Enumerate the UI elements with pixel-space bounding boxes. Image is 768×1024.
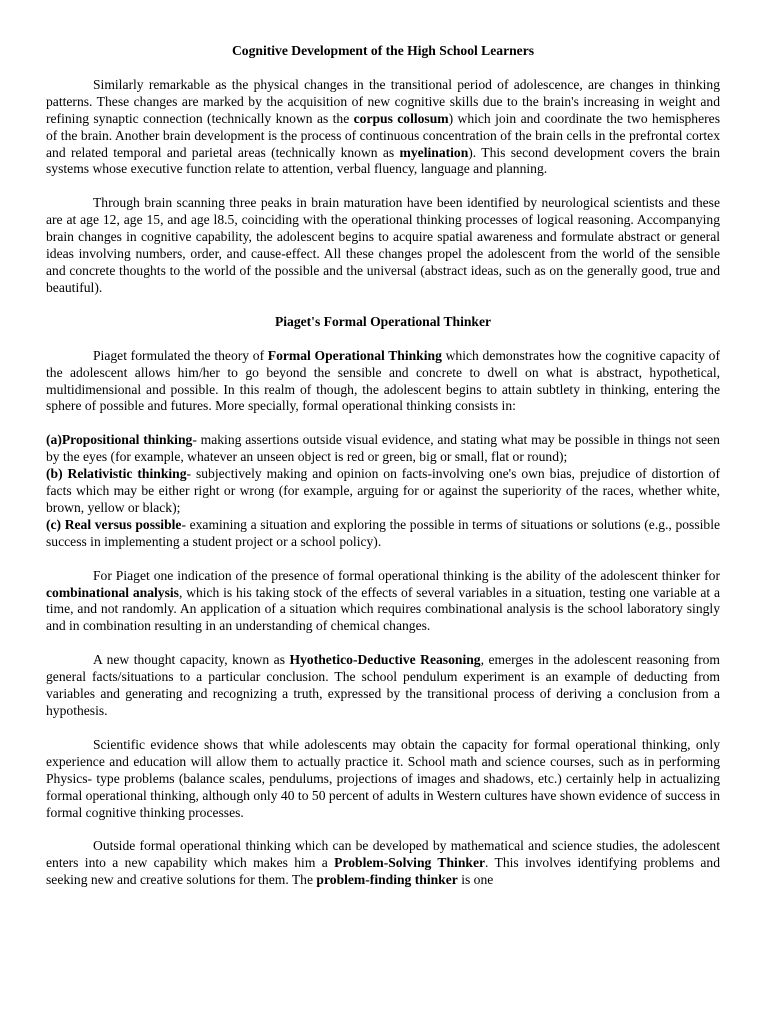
list-item-label: (b) Relativistic thinking [46,466,187,482]
bold-term: myelination [399,144,469,160]
bold-term: combinational analysis [46,584,179,600]
list-item-text: - making assertions outside visual evidence, and stating what may be possible in things not seen by the eyes (for example, whatever an unseen object is red or green, big or small, flat or round); [46,432,720,465]
list-item [46,466,720,517]
paragraph-piaget-theory [46,348,720,416]
document-page [46,43,721,888]
bold-term: Formal Operational Thinking [267,347,442,363]
text-run: , which is his taking stock of the effects of several variables in a situation, testing one variable at a time, and not randomly. An application of a situation which requires combinational analysis is the school laboratory singly and in combination resulting in an understanding of chemical changes. [46,584,720,634]
text-run: is one [457,872,494,888]
list-item [46,517,720,551]
document-title: Cognitive Development of the High School Learners [231,43,535,58]
section-heading: Piaget's Formal Operational Thinker [274,313,492,329]
list-item-text: - examining a situation and exploring the possible in terms of situations or solutions (e.g., possible success in implementing a student project or a school policy). [46,516,721,549]
text-run: Piaget formulated the theory of [93,347,268,363]
bold-term: Hyothetico-Deductive Reasoning [289,652,481,668]
paragraph-brain-scanning: Through brain scanning three peaks in brain maturation have been identified by neurological scientists and these are at age 12, age 15, and age l8.5, coinciding with the operational thinking processes of logical reasoning. Accompanying brain changes in cognitive capability, the adolescent begins to acquire spatial awareness and formulate abstract or general ideas involving numbers, order, and cause-effect. All these changes propel the adolescent from the world of the sensible and concrete thoughts to the world of the possible and the universal (abstract ideas, such as on the generally good, true and beautiful). [46,195,720,295]
paragraph-combinational-analysis [46,568,720,636]
paragraph-deductive-reasoning [46,652,720,720]
text-run: . This involves identifying problems and seeking new and creative solutions for them. The [46,855,721,888]
text-run: ) which join and coordinate the two hemispheres of the brain. Another brain development is the process of continuous concentration of the brain cells in the prefrontal cortex and related temporal and parietal areas (technically known as [46,110,720,160]
text-run: which demonstrates how the cognitive capacity of the adolescent allows him/her to go beyond the sensible and concrete to dwell on what is abstract, hypothetical, multidimensional and possible. In this realm of though, the adolescent begins to attain subtlety in thinking, entering the sphere of possible and futures. More specially, formal operational thinking consists in: [46,347,720,414]
text-run: Similarly remarkable as the physical changes in the transitional period of adolescence, are changes in thinking patterns. These changes are marked by the acquisition of new cognitive skills due to the brain's increasing in weight and refining synaptic connection (technically known as the [46,76,720,126]
list-item-label: (a)Propositional thinking [46,432,193,448]
bold-term: problem-finding thinker [316,872,458,888]
text-run: For Piaget one indication of the presence of formal operational thinking is the ability of the adolescent thinker for [93,567,720,583]
paragraph-brain-changes [46,77,720,178]
text-run: A new thought capacity, known as [93,652,290,668]
list-item-text: - subjectively making and opinion on facts-involving one's own bias, prejudice of distortion of facts which may be either right or wrong (for example, arguing for or against the superiority of the races, whether white, brown, yellow or black); [46,466,720,515]
bold-term: Problem-Solving Thinker [334,855,486,871]
text-run: Outside formal operational thinking which can be developed by mathematical and science studies, the adolescent enters into a new capability which makes him a [46,838,720,871]
list-item-label: (c) Real versus possible [46,516,182,532]
text-run: , emerges in the adolescent reasoning from general facts/situations to a particular conclusion. The school pendulum experiment is an example of deducting from variables and generating and recognizing a truth, expressed by the transitional process of deriving a conclusion from a hypothesis. [46,652,720,718]
list-item [46,432,720,466]
paragraph-scientific-evidence: Scientific evidence shows that while adolescents may obtain the capacity for formal operational thinking, only experience and education will allow them to actually practice it. School math and science courses, such as in performing Physics- type problems (balance scales, pendulums, projections of images and shadows, etc.) certainly help in actualizing formal operational thinking, although only 40 to 50 percent of adults in Western cultures have shown evidence of success in formal cognitive thinking processes. [46,736,720,820]
bold-term: corpus collosum [353,110,449,126]
text-run: ). This second development covers the brain systems whose executive function relate to attention, verbal fluency, language and planning. [46,144,720,177]
paragraph-problem-solving [46,838,721,888]
